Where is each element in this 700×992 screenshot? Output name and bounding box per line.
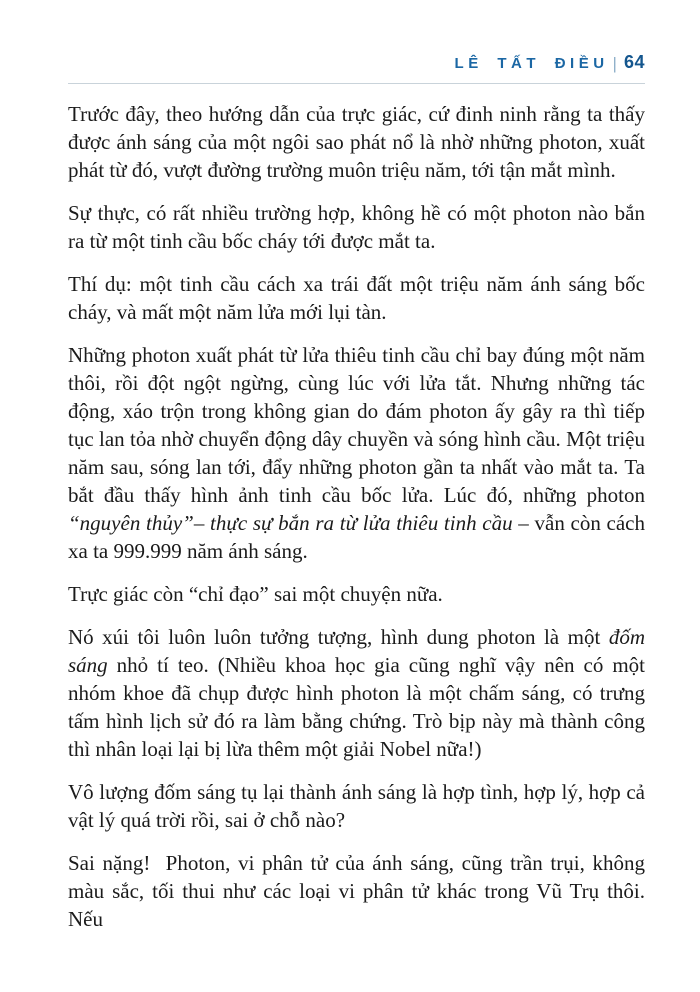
text-segment: vẫn còn cách xa ta 999.999 năm ánh sáng. [68,511,645,563]
paragraph [68,341,645,565]
page-body [68,100,645,948]
paragraph [68,623,645,763]
text-segment: Thí dụ: một tinh cầu cách xa trái đất một triệu năm ánh sáng bốc cháy, và mất một năm lửa mới lụi tàn. [68,272,645,324]
text-segment: Vô lượng đốm sáng tụ lại thành ánh sáng là hợp tình, hợp lý, hợp cả vật lý quá trời rồi, sai ở chỗ nào? [68,780,645,832]
text-segment: Sai nặng! Photon, vi phân tử của ánh sáng, cũng trần trụi, không màu sắc, tối thui như các loại vi phân tử khác trong Vũ Trụ thôi. Nếu [68,851,645,931]
text-segment: Sự thực, có rất nhiều trường hợp, không hề có một photon nào bắn ra từ một tinh cầu bốc cháy tới được mắt ta. [68,201,645,253]
paragraph [68,778,645,834]
text-segment: đốm sáng [68,625,645,677]
text-segment: Nó xúi tôi luôn luôn tưởng tượng, hình dung photon là một [68,625,609,649]
paragraph [68,100,645,184]
text-segment: “nguyên thủy”– thực sự bắn ra từ lửa thiêu tinh cầu – [68,511,529,535]
paragraph [68,199,645,255]
paragraph [68,849,645,933]
page-header [68,52,645,74]
paragraph [68,580,645,608]
header-separator: | [612,54,617,73]
header-divider [68,83,645,84]
text-segment: Những photon xuất phát từ lửa thiêu tinh cầu chỉ bay đúng một năm thôi, rồi đột ngột ngừng, cùng lúc với lửa tắt. Nhưng những tác động, xáo trộn trong không gian do đám photon ấy gây ra thì tiếp tục lan tỏa nhờ chuyển động dây chuyền và sóng hình cầu. Một triệu năm sau, sóng lan tới, đẩy những photon gần ta nhất vào mắt ta. Ta bắt đầu thấy hình ảnh tinh cầu bốc lửa. Lúc đó, những photon [68,343,645,507]
text-segment: nhỏ tí teo. (Nhiều khoa học gia cũng nghĩ vậy nên có một nhóm khoe đã chụp được hình photon là một chấm sáng, có trưng tấm hình lịch sử đó ra làm bằng chứng. Trò bịp này mà thành công thì nhân loại lại bị lừa thêm một giải Nobel nữa!) [68,653,645,761]
text-segment: Trực giác còn “chỉ đạo” sai một chuyện nữa. [68,582,443,606]
page-number: 64 [623,52,645,72]
author-name: LÊ TẤT ĐIỀU [454,55,609,72]
paragraph [68,270,645,326]
text-segment: Trước đây, theo hướng dẫn của trực giác, cứ đinh ninh rằng ta thấy được ánh sáng của một ngôi sao phát nổ là nhờ những photon, xuất phát từ đó, vượt đường trường muôn triệu năm, tới tận mắt mình. [68,102,645,182]
